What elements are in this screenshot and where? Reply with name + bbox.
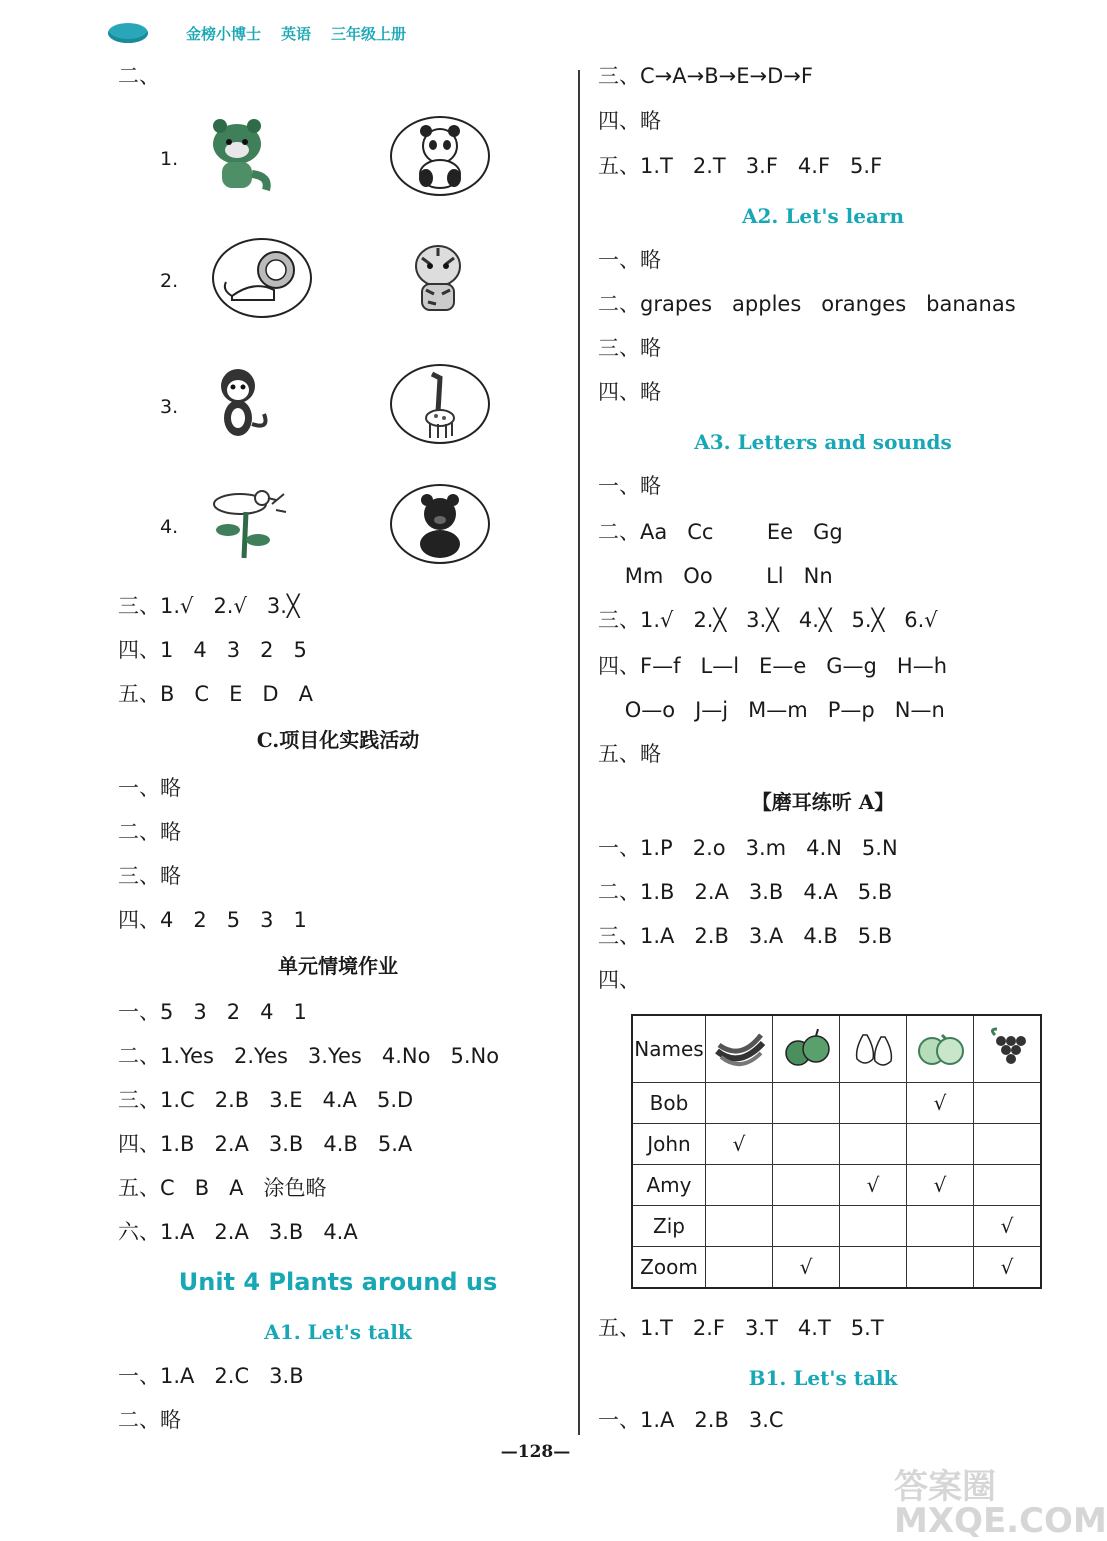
- row-name: Amy: [632, 1165, 706, 1206]
- answer-line: 一、5 3 2 4 1: [118, 1000, 307, 1024]
- apples-header: [773, 1015, 840, 1083]
- answer-line: 五、B C E D A: [118, 682, 313, 706]
- answer-line: 五、C B A 涂色略: [118, 1176, 327, 1200]
- answer-line: 二、1.Yes 2.Yes 3.Yes 4.No 5.No: [118, 1044, 500, 1068]
- oranges-icon: [912, 1025, 968, 1069]
- table-cell: [907, 1206, 974, 1247]
- grapes-icon: [979, 1025, 1035, 1069]
- panda-picture-frame: [390, 116, 490, 196]
- table-cell: [840, 1206, 907, 1247]
- table-cell: √: [773, 1247, 840, 1289]
- table-cell: √: [974, 1206, 1042, 1247]
- answer-line: 六、1.A 2.A 3.B 4.A: [118, 1220, 358, 1244]
- red-panda-icon: [202, 116, 272, 196]
- answer-line: 四、F—f L—l E—e G—g H—h: [598, 654, 948, 678]
- answer-line: 二、略: [118, 820, 181, 844]
- lion-icon: [214, 240, 310, 316]
- table-cell: [706, 1083, 773, 1124]
- series-title: 金榜小博士: [186, 24, 262, 43]
- row-name: John: [632, 1124, 706, 1165]
- row-name: Bob: [632, 1083, 706, 1124]
- answer-line: 三、C→A→B→E→D→F: [598, 64, 813, 88]
- answer-line: 二、: [118, 64, 160, 88]
- table-cell: [773, 1165, 840, 1206]
- picture-number: 2.: [160, 270, 179, 292]
- answer-line: 三、1.A 2.B 3.A 4.B 5.B: [598, 924, 893, 948]
- section-heading-c: C.项目化实践活动: [256, 728, 420, 752]
- table-cell: [706, 1206, 773, 1247]
- answer-line: 一、略: [118, 776, 181, 800]
- answer-line: 三、1.√ 2.√ 3.╳: [118, 594, 300, 618]
- answer-line: 四、1 4 3 2 5: [118, 638, 307, 662]
- picture-number: 1.: [160, 148, 179, 170]
- table-cell: √: [706, 1124, 773, 1165]
- answer-line: 一、略: [598, 474, 661, 498]
- monkey-icon: [208, 364, 278, 444]
- answer-line: 五、略: [598, 742, 661, 766]
- answer-line: 一、1.A 2.C 3.B: [118, 1364, 304, 1388]
- answer-line: 三、略: [598, 336, 661, 360]
- section-heading-a2: A2. Let's learn: [741, 204, 905, 228]
- answer-line: 三、1.√ 2.╳ 3.╳ 4.╳ 5.╳ 6.√: [598, 608, 938, 632]
- grapes-header: [974, 1015, 1042, 1083]
- picture-number: 4.: [160, 516, 179, 538]
- bananas-header: [706, 1015, 773, 1083]
- table-cell: [974, 1165, 1042, 1206]
- tiger-icon: [400, 236, 476, 316]
- table-cell: [706, 1165, 773, 1206]
- table-cell: [840, 1124, 907, 1165]
- pears-header: [840, 1015, 907, 1083]
- table-row: [632, 1083, 1041, 1124]
- giraffe-picture-frame: [390, 364, 490, 444]
- table-cell: [907, 1124, 974, 1165]
- answer-line: 四、略: [598, 380, 661, 404]
- table-cell: [773, 1083, 840, 1124]
- table-cell: √: [974, 1247, 1042, 1289]
- answer-line: 一、略: [598, 248, 661, 272]
- lion-picture-frame: [212, 238, 312, 318]
- column-divider: [578, 70, 580, 1435]
- table-cell: √: [840, 1165, 907, 1206]
- page-number: —128—: [500, 1442, 571, 1462]
- apples-icon: [778, 1025, 834, 1069]
- section-heading-unit-homework: 单元情境作业: [278, 954, 398, 978]
- answer-line: O—o J—j M—m P—p N—n: [598, 698, 945, 722]
- subject-title: 英语: [281, 24, 312, 43]
- section-heading-a1: A1. Let's talk: [264, 1320, 412, 1344]
- table-cell: [840, 1247, 907, 1289]
- answer-line: 一、1.P 2.o 3.m 4.N 5.N: [598, 836, 898, 860]
- picture-number: 3.: [160, 396, 179, 418]
- answer-line: 四、4 2 5 3 1: [118, 908, 307, 932]
- answer-line: 四、: [598, 968, 640, 992]
- answer-line: 二、略: [118, 1408, 181, 1432]
- table-cell: [974, 1124, 1042, 1165]
- table-cell: [907, 1247, 974, 1289]
- table-cell: √: [907, 1165, 974, 1206]
- answer-line: 五、1.T 2.F 3.T 4.T 5.T: [598, 1316, 884, 1340]
- table-cell: √: [907, 1083, 974, 1124]
- section-heading-listening: 【磨耳练听 A】: [751, 790, 895, 814]
- fruit-answer-table: [631, 1014, 1042, 1289]
- answer-line: 五、1.T 2.T 3.F 4.F 5.F: [598, 154, 883, 178]
- pears-icon: [845, 1025, 901, 1069]
- table-cell: [840, 1083, 907, 1124]
- row-name: Zoom: [632, 1247, 706, 1289]
- bear-picture-frame: [390, 484, 490, 564]
- oranges-header: [907, 1015, 974, 1083]
- table-cell: [706, 1247, 773, 1289]
- answer-line: 四、1.B 2.A 3.B 4.B 5.A: [118, 1132, 413, 1156]
- table-row: [632, 1165, 1041, 1206]
- table-row: [632, 1124, 1041, 1165]
- table-cell: [974, 1083, 1042, 1124]
- page-header: [108, 18, 426, 48]
- bear-icon: [392, 486, 488, 562]
- grade-title: 三年级上册: [331, 24, 407, 43]
- row-name: Zip: [632, 1206, 706, 1247]
- answer-line: 一、1.A 2.B 3.C: [598, 1408, 784, 1432]
- table-cell: [773, 1124, 840, 1165]
- logo-icon: [108, 23, 148, 43]
- giraffe-icon: [392, 366, 488, 442]
- answer-line: 二、1.B 2.A 3.B 4.A 5.B: [598, 880, 893, 904]
- answer-line: 二、Aa Cc Ee Gg: [598, 520, 843, 544]
- answer-line: 三、1.C 2.B 3.E 4.A 5.D: [118, 1088, 414, 1112]
- unit-title: Unit 4 Plants around us: [178, 1268, 498, 1296]
- table-row: [632, 1206, 1041, 1247]
- answer-line: 四、略: [598, 109, 661, 133]
- table-cell: [773, 1206, 840, 1247]
- table-header-row: [632, 1015, 1041, 1083]
- panda-icon: [392, 118, 488, 194]
- names-header: Names: [632, 1015, 706, 1083]
- section-heading-b1: B1. Let's talk: [748, 1366, 898, 1390]
- bird-icon: [198, 482, 290, 562]
- answer-line: 二、grapes apples oranges bananas: [598, 292, 1016, 316]
- bananas-icon: [711, 1025, 767, 1069]
- answer-line: Mm Oo Ll Nn: [598, 564, 833, 588]
- answer-line: 三、略: [118, 864, 181, 888]
- section-heading-a3: A3. Letters and sounds: [694, 430, 952, 454]
- watermark: 答案圈 MXQE.COM: [894, 1467, 1107, 1541]
- table-row: [632, 1247, 1041, 1289]
